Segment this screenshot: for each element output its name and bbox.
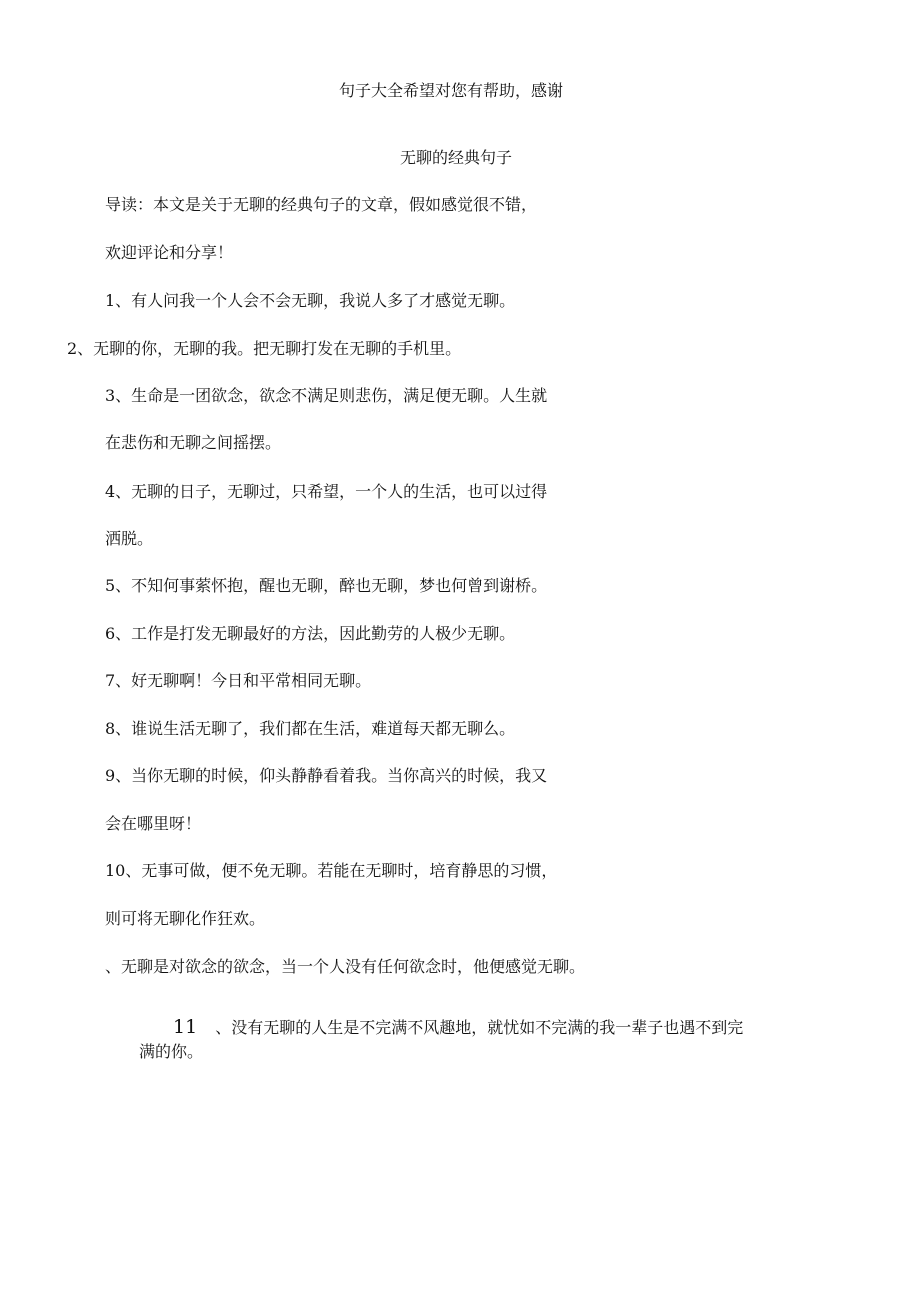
list-item-9-line-1: 9、当你无聊的时候，仰头静静看着我。当你高兴的时候，我又	[105, 766, 548, 785]
intro-line-1: 导读：本文是关于无聊的经典句子的文章，假如感觉很不错，	[105, 195, 538, 214]
list-item-8: 8、谁说生活无聊了，我们都在生活，难道每天都无聊么。	[105, 719, 516, 738]
list-item-11	[139, 1015, 749, 1064]
list-item-9-line-2: 会在哪里呀！	[105, 814, 202, 833]
list-item-10-line-2: 则可将无聊化作狂欢。	[105, 909, 266, 928]
list-item-11-number: 11	[173, 1016, 198, 1038]
list-item-5: 5、不知何事萦怀抱，醒也无聊，醉也无聊，梦也何曾到谢桥。	[105, 576, 548, 595]
header-note: 句子大全希望对您有帮助，感谢	[339, 81, 564, 100]
list-item-unnumbered: 、无聊是对欲念的欲念，当一个人没有任何欲念时，他便感觉无聊。	[105, 957, 586, 976]
list-item-6: 6、工作是打发无聊最好的方法，因此勤劳的人极少无聊。	[105, 624, 516, 643]
list-item-11-text: 、没有无聊的人生是不完满不风趣地，就忧如不完满的我一辈子也遇不到完满的你。	[139, 1018, 744, 1061]
list-item-7: 7、好无聊啊！今日和平常相同无聊。	[105, 671, 372, 690]
list-item-1: 1、有人问我一个人会不会无聊，我说人多了才感觉无聊。	[105, 291, 516, 310]
list-item-3-line-2: 在悲伤和无聊之间摇摆。	[105, 433, 282, 452]
intro-line-2: 欢迎评论和分享！	[105, 243, 234, 262]
list-item-4-line-2: 洒脱。	[105, 529, 154, 548]
list-item-10-line-1: 10、无事可做，便不免无聊。若能在无聊时，培育静思的习惯，	[105, 861, 558, 880]
list-item-2: 2、无聊的你，无聊的我。把无聊打发在无聊的手机里。	[67, 339, 462, 358]
list-item-3-line-1: 3、生命是一团欲念，欲念不满足则悲伤，满足便无聊。人生就	[105, 386, 548, 405]
page-title: 无聊的经典句子	[400, 148, 513, 167]
list-item-4-line-1: 4、无聊的日子，无聊过，只希望，一个人的生活，也可以过得	[105, 482, 548, 501]
